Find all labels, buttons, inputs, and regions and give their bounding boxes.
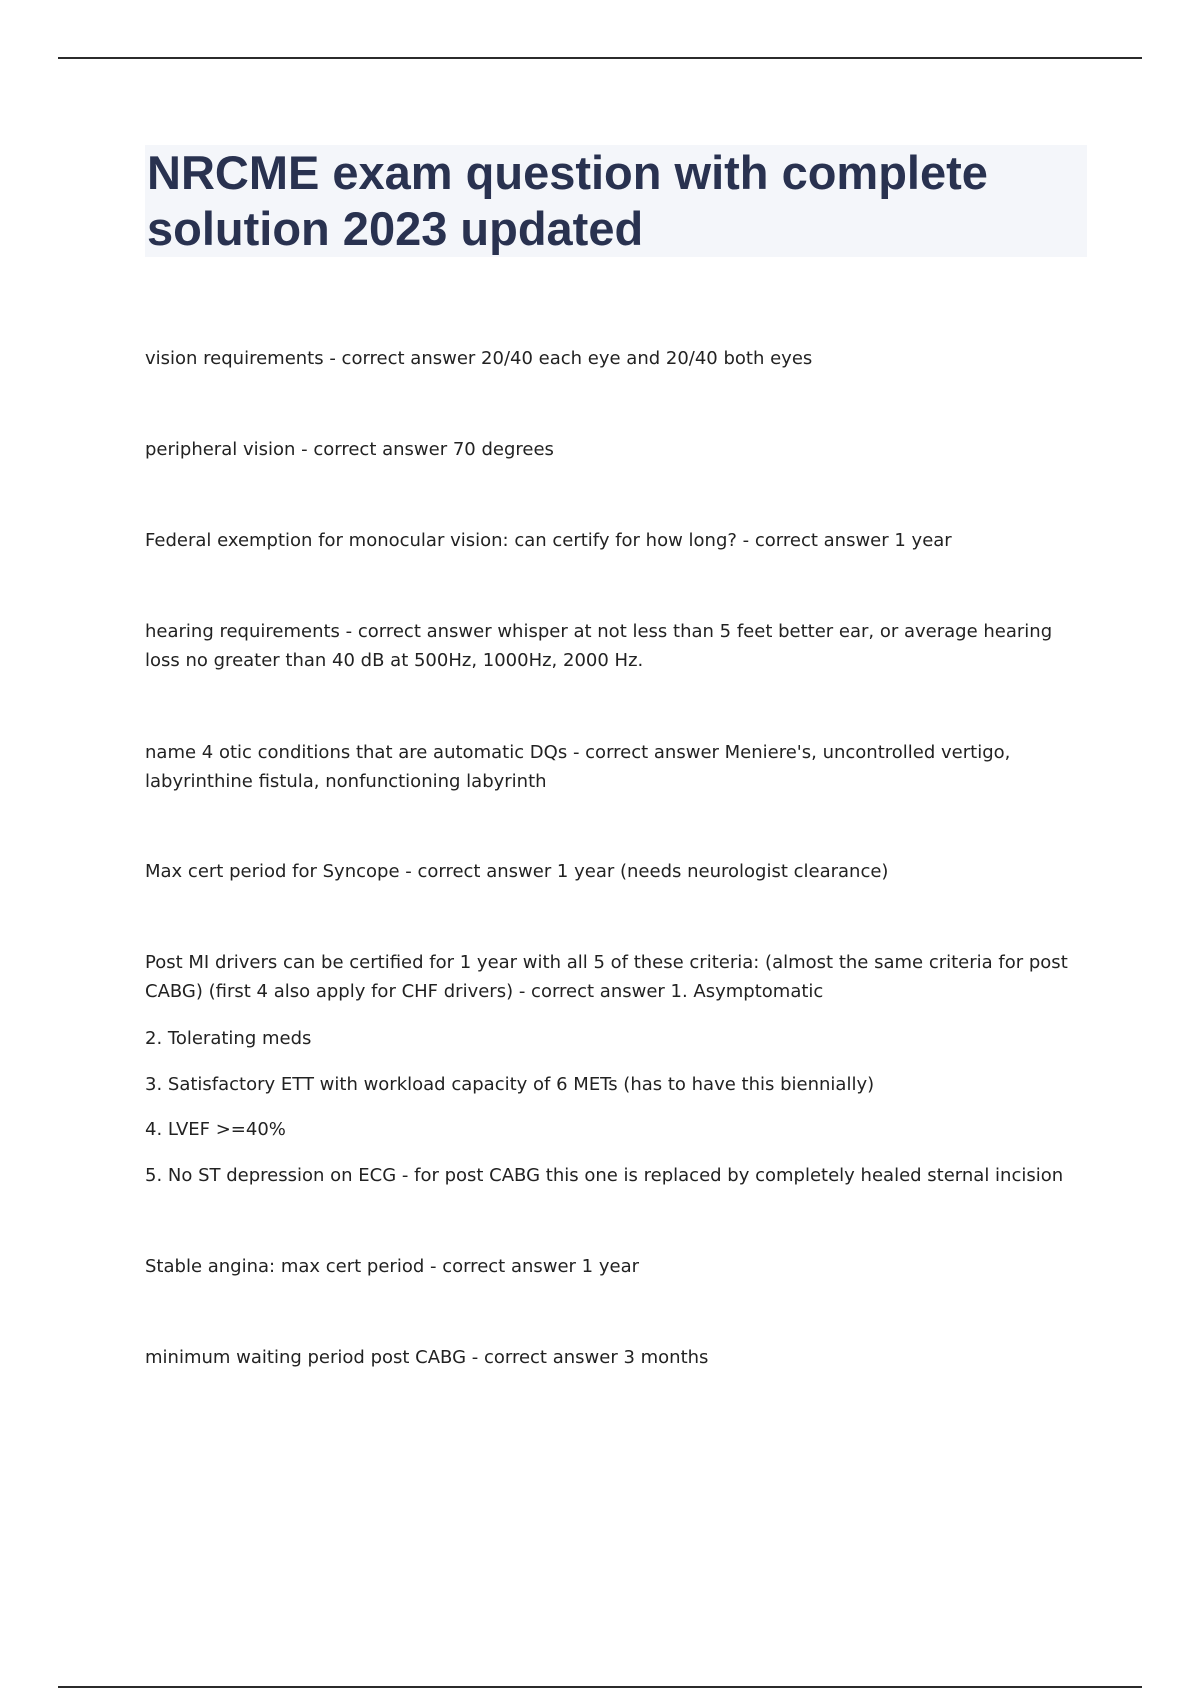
list-item: 2. Tolerating meds xyxy=(145,1028,312,1049)
list-item: 4. LVEF >=40% xyxy=(145,1119,286,1140)
qa-syncope: Max cert period for Syncope - correct answer 1 year (needs neurologist clearance) xyxy=(145,861,889,882)
qa-hearing-requirements: hearing requirements - correct answer whisper at not less than 5 feet better ear, or average hearing loss no greater than 40 dB at 500Hz, 1000Hz, 2000 Hz. xyxy=(145,621,1053,671)
qa-post-mi-criteria: Post MI drivers can be certified for 1 year with all 5 of these criteria: (almost the same criteria for post CABG) (first 4 also apply for CHF drivers) - correct answer 1. Asymptomatic xyxy=(145,952,1068,1002)
header-rule xyxy=(58,57,1142,59)
list-item: 3. Satisfactory ETT with workload capacity of 6 METs (has to have this biennially) xyxy=(145,1074,875,1095)
qa-post-cabg-wait: minimum waiting period post CABG - correct answer 3 months xyxy=(145,1347,709,1368)
qa-otic-conditions: name 4 otic conditions that are automatic DQs - correct answer Meniere's, uncontrolled vertigo, labyrinthine fistula, nonfunctioning labyrinth xyxy=(145,742,1011,792)
footer-rule xyxy=(58,1686,1142,1688)
list-item: 5. No ST depression on ECG - for post CABG this one is replaced by completely healed sternal incision xyxy=(145,1165,1064,1186)
qa-monocular-exemption: Federal exemption for monocular vision: can certify for how long? - correct answer 1 year xyxy=(145,530,952,551)
qa-peripheral-vision: peripheral vision - correct answer 70 degrees xyxy=(145,439,554,460)
qa-vision-requirements: vision requirements - correct answer 20/40 each eye and 20/40 both eyes xyxy=(145,348,813,369)
document-title: NRCME exam question with complete solution 2023 updated xyxy=(147,146,988,255)
qa-stable-angina: Stable angina: max cert period - correct answer 1 year xyxy=(145,1256,640,1277)
